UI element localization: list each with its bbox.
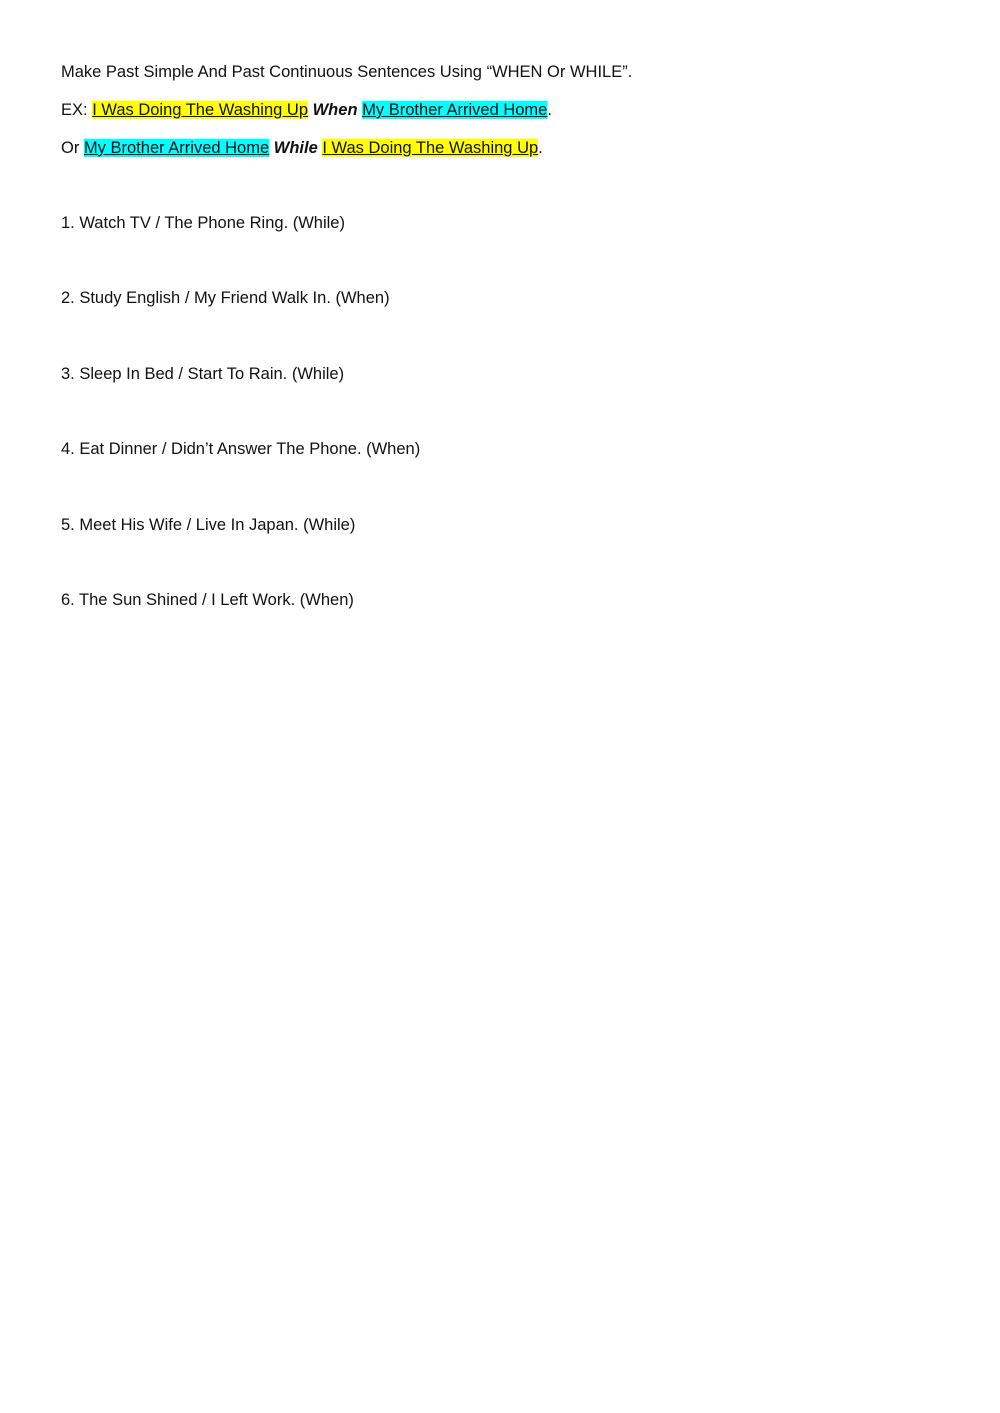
simple-clause-highlight: My Brother Arrived Home (83, 139, 270, 157)
example-suffix: . (538, 139, 543, 157)
conjunction-when: When (312, 101, 358, 119)
exercise-item-4: 4. Eat Dinner / Didn’t Answer The Phone. (When) (61, 440, 421, 458)
example-suffix: . (547, 101, 552, 119)
conjunction-while: While (273, 139, 318, 157)
exercise-item-2: 2. Study English / My Friend Walk In. (When) (61, 289, 390, 307)
instruction-text: Make Past Simple And Past Continuous Sentences Using “WHEN Or WHILE”. (61, 63, 633, 81)
continuous-clause-highlight: I Was Doing The Washing Up (92, 101, 309, 119)
exercise-item-1: 1. Watch TV / The Phone Ring. (While) (61, 214, 345, 232)
exercise-item-6: 6. The Sun Shined / I Left Work. (When) (61, 591, 354, 609)
example-prefix: EX: (61, 101, 93, 119)
example-prefix: Or (61, 139, 84, 157)
simple-clause-highlight: My Brother Arrived Home (362, 101, 548, 119)
continuous-clause-highlight: I Was Doing The Washing Up (322, 139, 539, 157)
example-line-when (61, 99, 552, 121)
exercise-item-3: 3. Sleep In Bed / Start To Rain. (While) (61, 365, 345, 383)
example-line-while (61, 137, 543, 159)
exercise-item-5: 5. Meet His Wife / Live In Japan. (While) (61, 516, 356, 534)
